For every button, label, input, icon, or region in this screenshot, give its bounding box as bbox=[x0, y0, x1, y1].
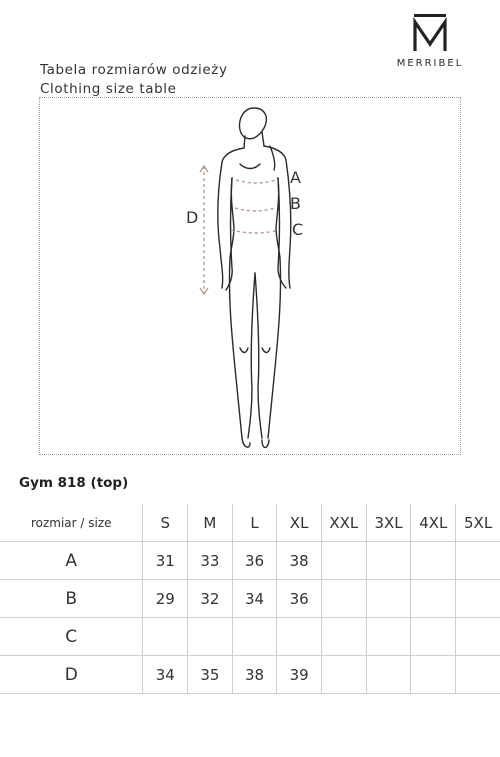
row-label: A bbox=[0, 542, 143, 580]
title-english: Clothing size table bbox=[40, 81, 177, 97]
table-cell: 34 bbox=[232, 580, 277, 618]
row-label: D bbox=[0, 656, 143, 694]
table-cell bbox=[411, 618, 456, 656]
brand-name: MERRIBEL bbox=[396, 58, 464, 69]
table-cell bbox=[321, 542, 366, 580]
table-cell: 32 bbox=[188, 580, 233, 618]
table-cell bbox=[456, 656, 500, 694]
table-cell bbox=[366, 580, 411, 618]
table-cell bbox=[232, 618, 277, 656]
table-row bbox=[0, 618, 500, 656]
table-cell bbox=[277, 618, 322, 656]
table-cell bbox=[321, 618, 366, 656]
row-label: B bbox=[0, 580, 143, 618]
table-cell: 35 bbox=[188, 656, 233, 694]
table-cell bbox=[456, 580, 500, 618]
measure-label-b: B bbox=[290, 194, 301, 213]
table-cell: 38 bbox=[277, 542, 322, 580]
table-header-label: rozmiar / size bbox=[0, 504, 143, 542]
table-cell: 36 bbox=[232, 542, 277, 580]
product-name: Gym 818 (top) bbox=[19, 475, 129, 491]
table-row bbox=[0, 580, 500, 618]
table-cell: 38 bbox=[232, 656, 277, 694]
table-cell bbox=[456, 618, 500, 656]
table-cell bbox=[366, 656, 411, 694]
table-header-row bbox=[0, 504, 500, 542]
table-cell: 34 bbox=[143, 656, 188, 694]
measure-label-d: D bbox=[186, 208, 199, 227]
table-cell bbox=[456, 542, 500, 580]
table-row bbox=[0, 656, 500, 694]
measure-label-c: C bbox=[292, 220, 304, 239]
table-cell bbox=[411, 542, 456, 580]
size-header: 5XL bbox=[456, 504, 500, 542]
size-header: L bbox=[232, 504, 277, 542]
table-cell bbox=[366, 542, 411, 580]
brand-logo bbox=[394, 14, 466, 69]
table-cell: 29 bbox=[143, 580, 188, 618]
body-outline-illustration bbox=[40, 98, 460, 454]
table-cell bbox=[411, 580, 456, 618]
table-cell: 33 bbox=[188, 542, 233, 580]
table-cell bbox=[411, 656, 456, 694]
size-header: 3XL bbox=[366, 504, 411, 542]
table-cell: 36 bbox=[277, 580, 322, 618]
table-cell bbox=[321, 580, 366, 618]
table-row bbox=[0, 542, 500, 580]
size-header: 4XL bbox=[411, 504, 456, 542]
title-polish: Tabela rozmiarów odzieży bbox=[40, 62, 228, 78]
size-header: S bbox=[143, 504, 188, 542]
table-cell: 31 bbox=[143, 542, 188, 580]
brand-logo-mark bbox=[410, 14, 450, 52]
table-cell bbox=[143, 618, 188, 656]
table-cell bbox=[188, 618, 233, 656]
measurement-figure bbox=[39, 97, 461, 455]
size-header: XL bbox=[277, 504, 322, 542]
table-cell: 39 bbox=[277, 656, 322, 694]
page-titles bbox=[40, 61, 228, 99]
table-cell bbox=[321, 656, 366, 694]
size-header: XXL bbox=[321, 504, 366, 542]
row-label: C bbox=[0, 618, 143, 656]
measure-label-a: A bbox=[290, 168, 301, 187]
size-header: M bbox=[188, 504, 233, 542]
size-table bbox=[0, 504, 500, 694]
table-cell bbox=[366, 618, 411, 656]
